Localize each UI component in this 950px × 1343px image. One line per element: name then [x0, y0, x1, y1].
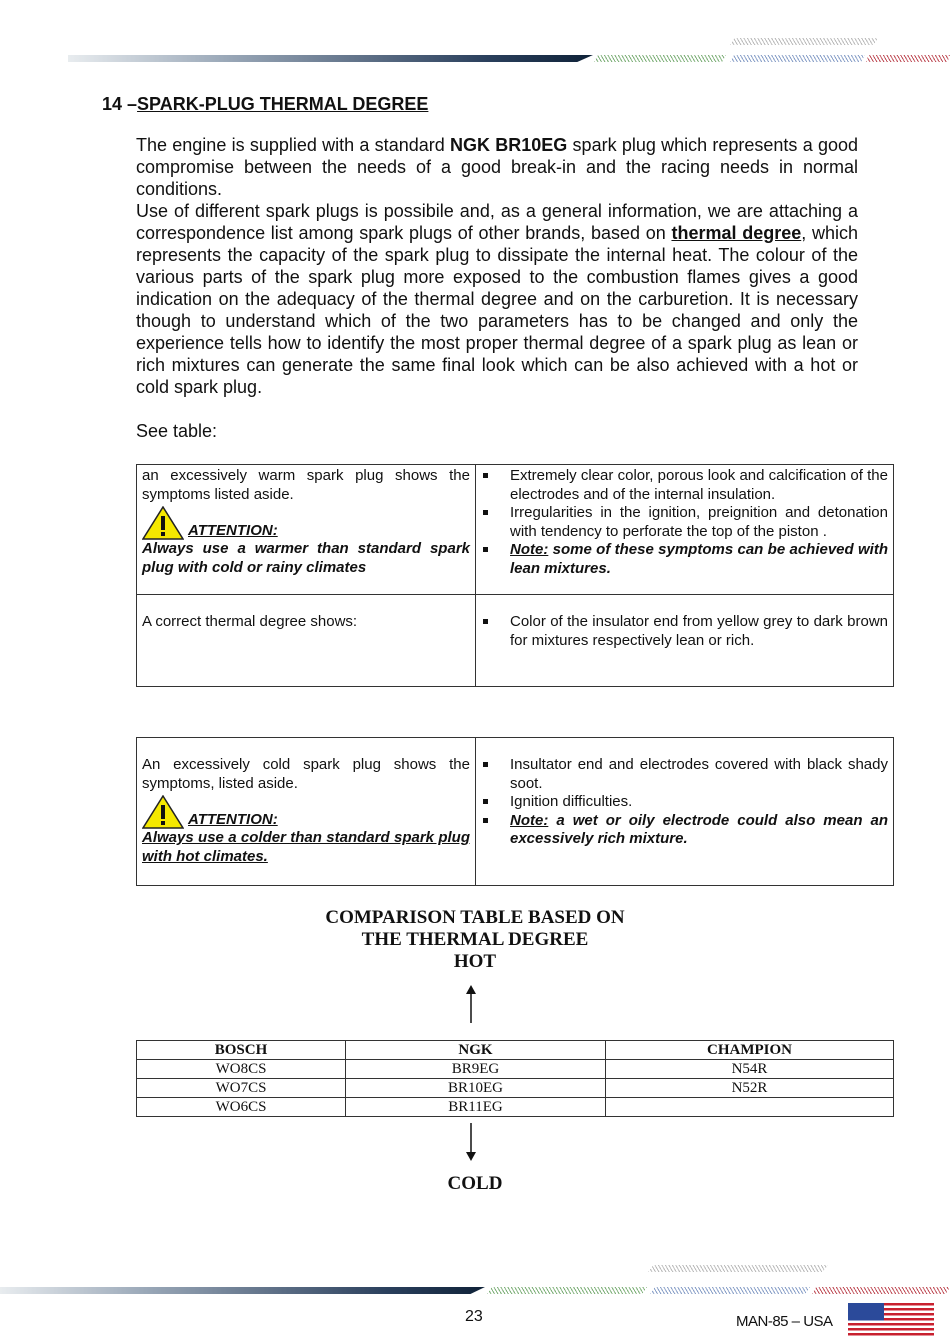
comparison-table: BOSCH NGK CHAMPION WO8CS BR9EG N54R WO7CS BR10EG N52R WO6CS BR11EG — [136, 1040, 894, 1117]
header-stripe-blue — [730, 55, 865, 62]
header-stripe-red — [866, 55, 950, 62]
arrow-up-icon — [464, 985, 478, 1023]
us-flag-icon — [848, 1303, 934, 1336]
arrow-down-icon — [464, 1123, 478, 1161]
cold-label: COLD — [447, 1173, 503, 1194]
document-code: MAN-85 – USA — [736, 1313, 833, 1330]
hot-plug-table: an excessively warm spark plug shows the symptoms listed aside. ATTENTION: Always use a warmer than standard spark plug with cold or rainy climates Extremely clear color, porous look and calcification of the electrodes and of the internal insulation. Irregularities in the ignition, preignition and detonation with tendency to perforate the top of the piston . Note: some of these symptoms can be achieved with lean mixtures. A correct thermal degree shows: Color of the insulator end from yellow grey to dark brown for mixtures respectively lean or rich. — [136, 464, 894, 687]
section-heading: 14 –SPARK-PLUG THERMAL DEGREE — [102, 94, 429, 114]
header-stripe — [68, 55, 593, 62]
footer-stripe-green — [487, 1287, 647, 1294]
header-stripe-green — [594, 55, 726, 62]
warning-icon — [142, 506, 184, 540]
intro-text: The engine is supplied with a standard NGK BR10EG spark plug which represents a good compromise between the needs of a good break-in and the racing needs in normal conditions. Use of different spark plugs is possibile and, as a general information, we are attaching a correspondence list among spark plugs of other brands, based on thermal degree, which represents the capacity of the spark plug to dissipate the internal heat. The colour of the various parts of the spark plug more exposed to the combustion flames gives a good indication on the adequacy of the thermal degree and on the carburetion. It is necessary though to understand which of the two parameters has to be changed and only the experience tells how to identify the most proper thermal degree of a spark plug as lean or rich mixtures can generate the same final look which can be also achieved with a hot or cold spark plug. See table: — [136, 135, 859, 441]
comparison-title: COMPARISON TABLE BASED ON THE THERMAL DEGREE HOT — [325, 907, 625, 972]
table-row: WO8CS BR9EG N54R — [137, 1060, 894, 1079]
table-row: WO7CS BR10EG N52R — [137, 1079, 894, 1098]
page-number: 23 — [465, 1308, 483, 1325]
warning-icon — [142, 795, 184, 829]
cold-plug-table: An excessively cold spark plug shows the symptoms, listed aside. ATTENTION: Always use a colder than standard spark plug with hot climates. Insultator end and electrodes covered with black shady soot. Ignition difficulties. Note: a wet or oily electrode could also mean an excessively rich mixture. — [136, 737, 894, 886]
footer-stripe-red — [812, 1287, 950, 1294]
footer-stripe-grey — [648, 1265, 828, 1272]
table-row: WO6CS BR11EG — [137, 1098, 894, 1117]
header-stripe-grey — [730, 38, 878, 45]
footer-stripe — [0, 1287, 485, 1294]
footer-stripe-blue — [650, 1287, 810, 1294]
